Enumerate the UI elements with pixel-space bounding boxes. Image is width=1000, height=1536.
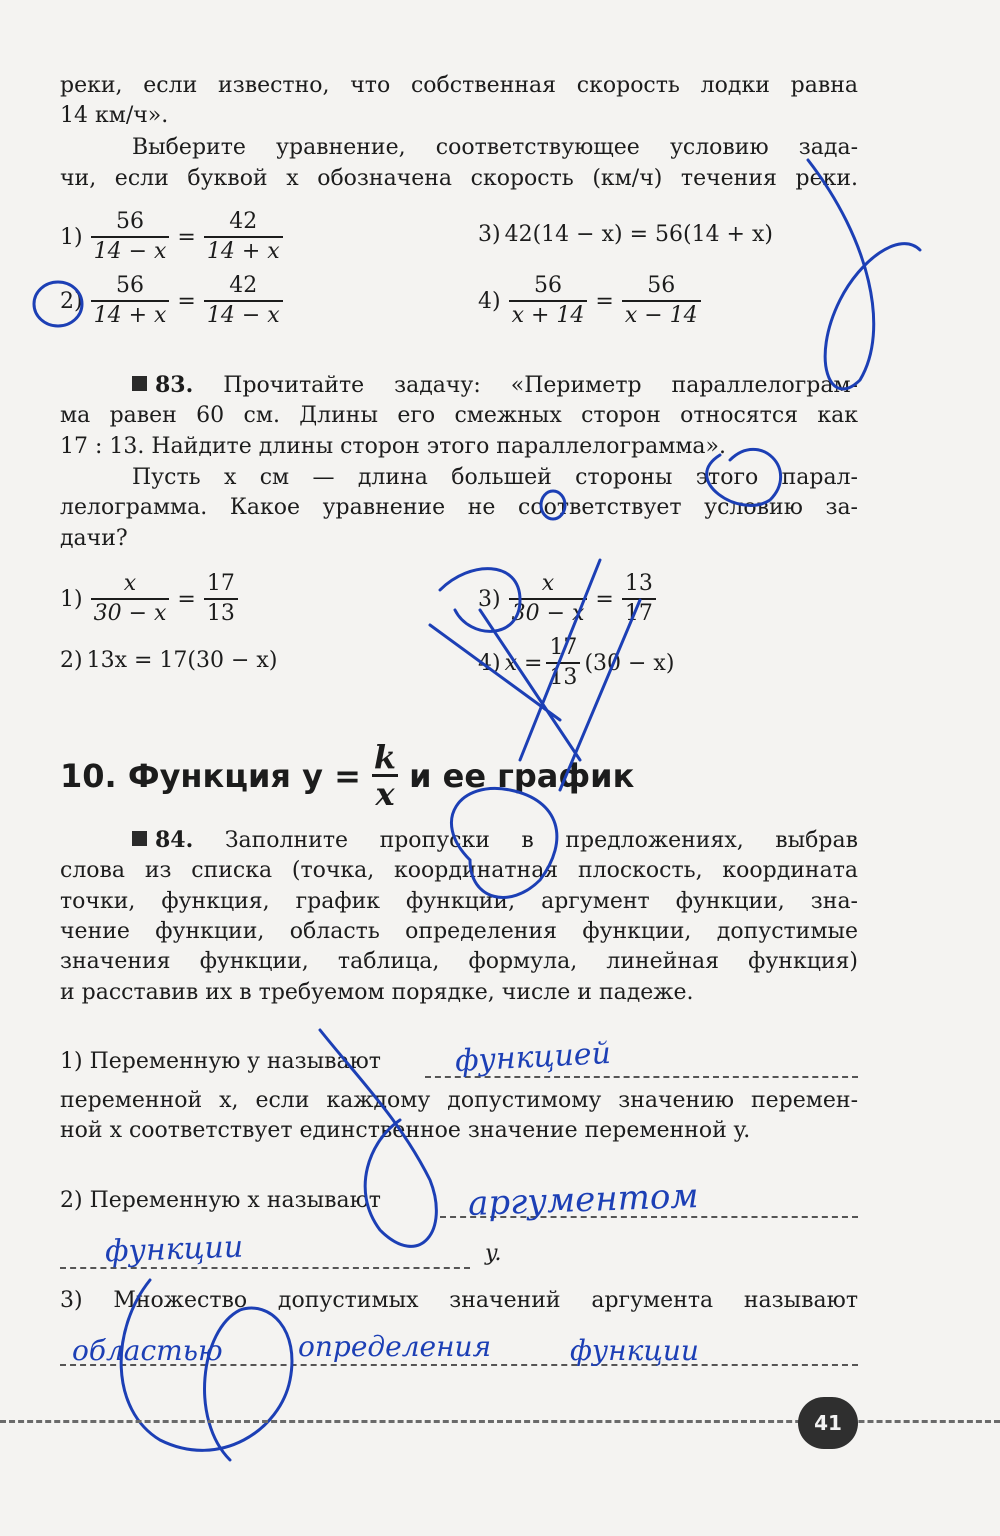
option-label: 2) bbox=[60, 288, 83, 314]
text-line: ной x соответствует единственное значение переменной y. bbox=[60, 1118, 751, 1143]
fraction bbox=[204, 272, 283, 330]
text-line: и расставив их в требуемом порядке, числе и падеже. bbox=[60, 980, 694, 1005]
numerator: x bbox=[541, 571, 555, 596]
equals-sign: = bbox=[177, 224, 196, 250]
option-label: 2) bbox=[60, 648, 83, 673]
numerator: 56 bbox=[647, 273, 676, 298]
fraction bbox=[91, 570, 170, 628]
sentence-1-start: 1) Переменную y называют bbox=[60, 1049, 381, 1074]
denominator: 13 bbox=[546, 662, 580, 692]
heading-text: 10. Функция y = bbox=[60, 756, 361, 795]
handwritten-answer-3b: определения bbox=[298, 1330, 492, 1363]
option-label: 1) bbox=[60, 586, 83, 612]
option-label: 1) bbox=[60, 224, 83, 250]
denominator: x + 14 bbox=[509, 300, 588, 330]
numerator: 56 bbox=[116, 209, 144, 234]
option-4 bbox=[478, 272, 705, 330]
exercise-number: 83. bbox=[155, 372, 194, 398]
fraction bbox=[546, 634, 580, 692]
exercise-text: Прочитайте задачу: «Периметр параллелограм- bbox=[223, 373, 858, 398]
option-label: 4) bbox=[478, 650, 501, 676]
text-fragment: y. bbox=[485, 1241, 502, 1266]
equals-sign: = bbox=[177, 586, 196, 612]
option-label: 3) bbox=[478, 586, 501, 612]
page-number-badge: 41 bbox=[798, 1397, 858, 1449]
pen-scribble bbox=[808, 160, 920, 389]
equation-part: (30 − x) bbox=[584, 650, 675, 676]
text-line: 17 : 13. Найдите длины сторон этого параллелограмма». bbox=[60, 434, 726, 459]
text-line: 14 км/ч». bbox=[60, 103, 169, 128]
fraction bbox=[509, 570, 588, 628]
numerator: 42 bbox=[229, 273, 258, 298]
numerator: 13 bbox=[624, 571, 653, 596]
exercise-84-line bbox=[60, 825, 858, 856]
denominator: 14 + x bbox=[204, 236, 283, 266]
numerator: 17 bbox=[549, 635, 578, 660]
fraction bbox=[204, 208, 283, 266]
sentence-2-start: 2) Переменную x называют bbox=[60, 1188, 381, 1213]
handwritten-answer-1: функцией bbox=[454, 1035, 612, 1080]
denominator: 30 − x bbox=[509, 598, 588, 628]
handwritten-answer-2a: аргументом bbox=[467, 1175, 700, 1225]
denominator: 14 − x bbox=[91, 236, 170, 266]
fraction bbox=[91, 272, 170, 330]
equals-sign: = bbox=[177, 288, 196, 314]
text-line: точки, функция, график функции, аргумент функции, зна- bbox=[60, 889, 858, 914]
text-line: чи, если буквой x обозначена скорость (км/ч) течения реки. bbox=[60, 166, 858, 191]
section-heading bbox=[60, 740, 634, 811]
handwritten-answer-3a: областью bbox=[72, 1334, 223, 1367]
exercise-text: Заполните пропуски в предложениях, выбрав bbox=[224, 828, 858, 853]
handwritten-answer-2b: функции bbox=[104, 1229, 244, 1270]
square-marker-icon bbox=[132, 376, 147, 391]
fraction bbox=[91, 208, 170, 266]
text-line: дачи? bbox=[60, 526, 128, 551]
square-marker-icon bbox=[132, 831, 147, 846]
numerator: 56 bbox=[534, 273, 562, 298]
numerator: 17 bbox=[206, 571, 235, 596]
text-line: лелограмма. Какое уравнение не соответствует условию за- bbox=[60, 495, 858, 520]
heading-fraction bbox=[371, 740, 399, 811]
denominator: 30 − x bbox=[91, 598, 170, 628]
numerator: x bbox=[123, 571, 137, 596]
numerator: 56 bbox=[116, 273, 144, 298]
fraction bbox=[509, 272, 588, 330]
denominator: 14 − x bbox=[204, 300, 283, 330]
exercise-83-line bbox=[60, 370, 858, 401]
text-line: ма равен 60 см. Длины его смежных сторон относятся как bbox=[60, 403, 858, 428]
option-3 bbox=[478, 222, 773, 247]
text-line: реки, если известно, что собственная скорость лодки равна bbox=[60, 73, 858, 98]
heading-text: и ее график bbox=[409, 756, 635, 795]
option-4 bbox=[478, 634, 674, 692]
fraction bbox=[622, 272, 701, 330]
numerator: k bbox=[373, 738, 397, 776]
denominator: x bbox=[372, 774, 397, 811]
text-line: переменной x, если каждому допустимому значению перемен- bbox=[60, 1088, 858, 1113]
text-line: слова из списка (точка, координатная плоскость, координата bbox=[60, 858, 858, 883]
exercise-number: 84. bbox=[155, 827, 194, 853]
fraction bbox=[204, 570, 238, 628]
handwritten-answer-3c: функции bbox=[570, 1334, 699, 1367]
denominator: 17 bbox=[622, 598, 656, 628]
text-line: Пусть x см — длина большей стороны этого парал- bbox=[132, 465, 858, 490]
text-line: значения функции, таблица, формула, линейная функция) bbox=[60, 949, 858, 974]
equation: 42(14 − x) = 56(14 + x) bbox=[504, 222, 773, 247]
option-2 bbox=[60, 648, 277, 673]
denominator: x − 14 bbox=[622, 300, 701, 330]
text-line: Выберите уравнение, соответствующее условию зада- bbox=[132, 135, 858, 160]
fraction bbox=[622, 570, 656, 628]
option-1 bbox=[60, 570, 242, 628]
sentence-3-start: 3) Множество допустимых значений аргумента называют bbox=[60, 1288, 858, 1313]
denominator: 13 bbox=[204, 598, 238, 628]
equals-sign: = bbox=[595, 288, 614, 314]
equation: 13x = 17(30 − x) bbox=[86, 648, 278, 673]
option-label: 4) bbox=[478, 288, 501, 314]
option-3 bbox=[478, 570, 660, 628]
text-line: чение функции, область определения функции, допустимые bbox=[60, 919, 858, 944]
option-2 bbox=[60, 272, 287, 330]
equation-part: x = bbox=[504, 650, 543, 676]
numerator: 42 bbox=[229, 209, 258, 234]
denominator: 14 + x bbox=[91, 300, 170, 330]
option-1 bbox=[60, 208, 287, 266]
equals-sign: = bbox=[595, 586, 614, 612]
option-label: 3) bbox=[478, 222, 501, 247]
